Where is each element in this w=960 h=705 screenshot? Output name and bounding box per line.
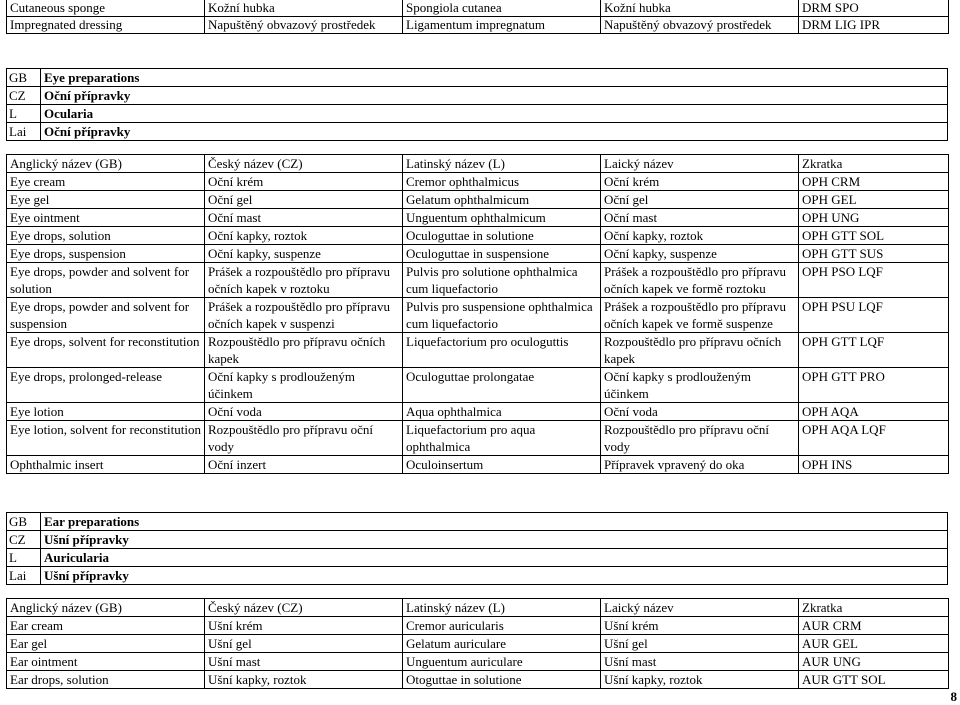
column-header: Laický název — [601, 155, 799, 173]
table-cell: OPH GTT SUS — [799, 245, 949, 263]
table-cell: Pulvis pro suspensione ophthalmica cum liquefactorio — [403, 298, 601, 333]
table-cell: Eye ointment — [7, 209, 205, 227]
table-row — [7, 263, 949, 298]
language-code: CZ — [7, 87, 41, 105]
table-row — [7, 17, 949, 34]
table-cell: Eye drops, suspension — [7, 245, 205, 263]
table-cell: Ušní gel — [205, 635, 403, 653]
table-cell: OPH GTT PRO — [799, 368, 949, 403]
table-cell: Prášek a rozpouštědlo pro přípravu očních kapek v suspenzi — [205, 298, 403, 333]
table-row — [7, 227, 949, 245]
column-header: Latinský název (L) — [403, 599, 601, 617]
table-cell: AUR GTT SOL — [799, 671, 949, 689]
table-row — [7, 209, 949, 227]
language-code: L — [7, 105, 41, 123]
table-cell: Oční inzert — [205, 456, 403, 474]
table-cell: Ušní krém — [205, 617, 403, 635]
table-cell: Oční krém — [205, 173, 403, 191]
table-header-row — [7, 599, 949, 617]
column-header: Laický název — [601, 599, 799, 617]
table-cell: OPH GTT SOL — [799, 227, 949, 245]
top-terms-table — [6, 0, 949, 34]
table-cell: Ušní mast — [601, 653, 799, 671]
table-cell: Pulvis pro solutione ophthalmica cum liquefactorio — [403, 263, 601, 298]
table-cell: OPH GEL — [799, 191, 949, 209]
table-row — [7, 368, 949, 403]
table-cell: Ear gel — [7, 635, 205, 653]
table-cell: Prášek a rozpouštědlo pro přípravu očních kapek ve formě roztoku — [601, 263, 799, 298]
section-row — [7, 105, 948, 123]
language-code: GB — [7, 69, 41, 87]
table-row — [7, 173, 949, 191]
language-code: GB — [7, 513, 41, 531]
table-cell: Eye lotion — [7, 403, 205, 421]
table-cell: OPH AQA — [799, 403, 949, 421]
table-row — [7, 653, 949, 671]
page-number: 8 — [950, 689, 957, 704]
table-cell: Impregnated dressing — [7, 17, 205, 34]
table-cell: Cremor auricularis — [403, 617, 601, 635]
table-cell: Oculoguttae in suspensione — [403, 245, 601, 263]
table-cell: Oční voda — [601, 403, 799, 421]
column-header: Zkratka — [799, 155, 949, 173]
table-cell: Kožní hubka — [205, 0, 403, 17]
language-code: CZ — [7, 531, 41, 549]
table-cell: Prášek a rozpouštědlo pro přípravu očních kapek v roztoku — [205, 263, 403, 298]
table-cell: Oculoguttae prolongatae — [403, 368, 601, 403]
section-row — [7, 123, 948, 141]
section-row — [7, 567, 948, 585]
section-title: Eye preparations — [41, 69, 948, 87]
table-cell: Ear cream — [7, 617, 205, 635]
table-row — [7, 245, 949, 263]
table-cell: Ušní kapky, roztok — [601, 671, 799, 689]
section-row — [7, 69, 948, 87]
table-cell: Ear ointment — [7, 653, 205, 671]
table-cell: Ušní mast — [205, 653, 403, 671]
table-cell: Rozpouštědlo pro přípravu oční vody — [601, 421, 799, 456]
table-cell: AUR CRM — [799, 617, 949, 635]
table-cell: Oční kapky, suspenze — [205, 245, 403, 263]
section-row — [7, 549, 948, 567]
table-cell: Unguentum ophthalmicum — [403, 209, 601, 227]
table-cell: Spongiola cutanea — [403, 0, 601, 17]
table-cell: Ušní kapky, roztok — [205, 671, 403, 689]
table-cell: Ušní gel — [601, 635, 799, 653]
table-cell: Eye gel — [7, 191, 205, 209]
table-cell: Prášek a rozpouštědlo pro přípravu očních kapek ve formě suspenze — [601, 298, 799, 333]
table-row — [7, 403, 949, 421]
ear-preparations-table — [6, 598, 949, 689]
table-cell: Oculoinsertum — [403, 456, 601, 474]
table-row — [7, 671, 949, 689]
table-cell: Eye cream — [7, 173, 205, 191]
table-cell: Ear drops, solution — [7, 671, 205, 689]
table-cell: Liquefactorium pro oculoguttis — [403, 333, 601, 368]
table-cell: Rozpouštědlo pro přípravu oční vody — [205, 421, 403, 456]
table-cell: Kožní hubka — [601, 0, 799, 17]
column-header: Český název (CZ) — [205, 599, 403, 617]
table-cell: Oční kapky, suspenze — [601, 245, 799, 263]
table-cell: Oční voda — [205, 403, 403, 421]
table-cell: Ušní krém — [601, 617, 799, 635]
table-cell: OPH GTT LQF — [799, 333, 949, 368]
column-header: Český název (CZ) — [205, 155, 403, 173]
section-title: Ušní přípravky — [41, 567, 948, 585]
table-cell: DRM LIG IPR — [799, 17, 949, 34]
table-cell: Eye drops, powder and solvent for solution — [7, 263, 205, 298]
section-title: Auricularia — [41, 549, 948, 567]
section-row — [7, 87, 948, 105]
table-cell: Oční krém — [601, 173, 799, 191]
table-cell: Eye lotion, solvent for reconstitution — [7, 421, 205, 456]
table-cell: OPH PSO LQF — [799, 263, 949, 298]
table-cell: Gelatum auriculare — [403, 635, 601, 653]
table-cell: Aqua ophthalmica — [403, 403, 601, 421]
section-title: Oční přípravky — [41, 87, 948, 105]
table-cell: Oční kapky s prodlouženým účinkem — [601, 368, 799, 403]
column-header: Latinský název (L) — [403, 155, 601, 173]
table-cell: Oční mast — [205, 209, 403, 227]
table-cell: Unguentum auriculare — [403, 653, 601, 671]
table-cell: Přípravek vpravený do oka — [601, 456, 799, 474]
table-cell: Napuštěný obvazový prostředek — [601, 17, 799, 34]
column-header: Anglický název (GB) — [7, 155, 205, 173]
table-cell: Oční mast — [601, 209, 799, 227]
table-cell: OPH PSU LQF — [799, 298, 949, 333]
language-code: L — [7, 549, 41, 567]
table-row — [7, 617, 949, 635]
table-cell: AUR UNG — [799, 653, 949, 671]
table-cell: Oční gel — [205, 191, 403, 209]
ear-section-header — [6, 512, 948, 585]
table-row — [7, 0, 949, 17]
table-row — [7, 298, 949, 333]
table-cell: Rozpouštědlo pro přípravu očních kapek — [601, 333, 799, 368]
table-cell: Cremor ophthalmicus — [403, 173, 601, 191]
table-cell: Eye drops, prolonged-release — [7, 368, 205, 403]
table-cell: Eye drops, powder and solvent for suspension — [7, 298, 205, 333]
table-cell: Eye drops, solution — [7, 227, 205, 245]
language-code: Lai — [7, 123, 41, 141]
table-cell: Oční kapky, roztok — [205, 227, 403, 245]
table-cell: Ophthalmic insert — [7, 456, 205, 474]
table-cell: OPH INS — [799, 456, 949, 474]
table-cell: Oční kapky s prodlouženým účinkem — [205, 368, 403, 403]
table-row — [7, 191, 949, 209]
table-cell: AUR GEL — [799, 635, 949, 653]
column-header: Anglický název (GB) — [7, 599, 205, 617]
eye-section-header — [6, 68, 948, 141]
section-row — [7, 531, 948, 549]
table-header-row — [7, 155, 949, 173]
table-row — [7, 456, 949, 474]
table-cell: Napuštěný obvazový prostředek — [205, 17, 403, 34]
section-title: Ear preparations — [41, 513, 948, 531]
table-cell: Eye drops, solvent for reconstitution — [7, 333, 205, 368]
table-row — [7, 635, 949, 653]
table-cell: Cutaneous sponge — [7, 0, 205, 17]
table-cell: Ligamentum impregnatum — [403, 17, 601, 34]
table-row — [7, 421, 949, 456]
table-cell: DRM SPO — [799, 0, 949, 17]
eye-preparations-table — [6, 154, 949, 474]
table-cell: OPH AQA LQF — [799, 421, 949, 456]
table-cell: OPH UNG — [799, 209, 949, 227]
table-cell: Otoguttae in solutione — [403, 671, 601, 689]
table-row — [7, 333, 949, 368]
table-cell: Oční gel — [601, 191, 799, 209]
language-code: Lai — [7, 567, 41, 585]
section-row — [7, 513, 948, 531]
table-cell: Oční kapky, roztok — [601, 227, 799, 245]
section-title: Ocularia — [41, 105, 948, 123]
table-cell: OPH CRM — [799, 173, 949, 191]
table-cell: Rozpouštědlo pro přípravu očních kapek — [205, 333, 403, 368]
section-title: Oční přípravky — [41, 123, 948, 141]
table-cell: Gelatum ophthalmicum — [403, 191, 601, 209]
column-header: Zkratka — [799, 599, 949, 617]
table-cell: Oculoguttae in solutione — [403, 227, 601, 245]
table-cell: Liquefactorium pro aqua ophthalmica — [403, 421, 601, 456]
section-title: Ušní přípravky — [41, 531, 948, 549]
